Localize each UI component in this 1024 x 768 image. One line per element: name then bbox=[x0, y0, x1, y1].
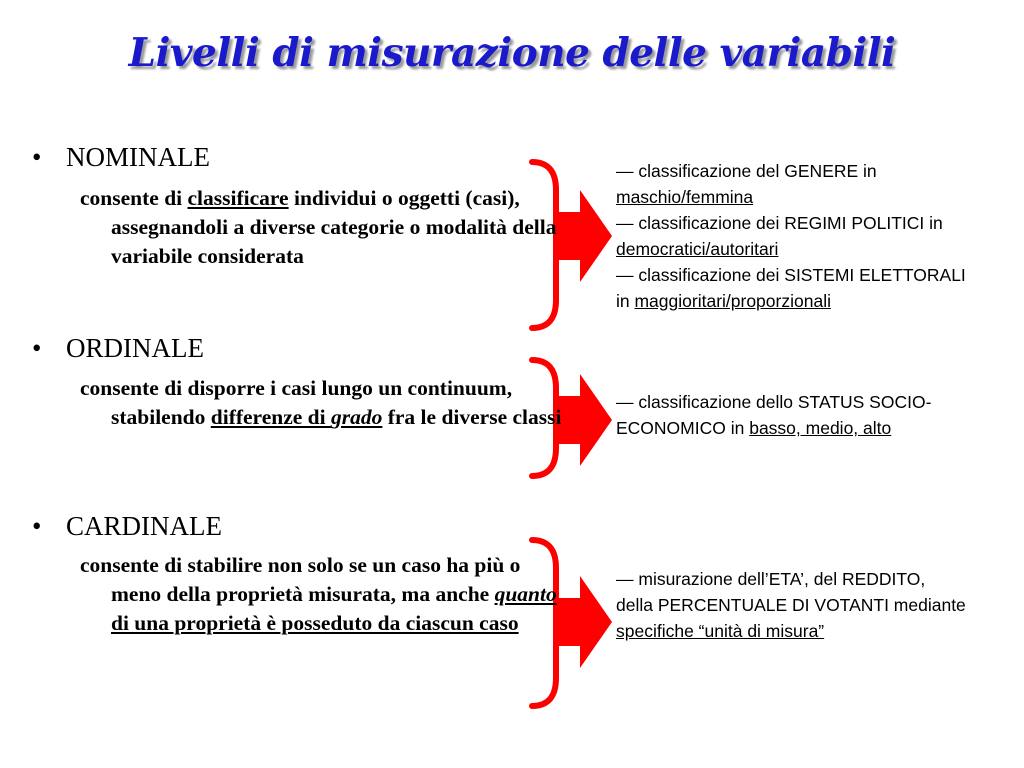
examples-cardinale bbox=[616, 566, 966, 644]
examples-ordinale bbox=[616, 389, 966, 441]
level-nominale-description: consente di classificare individui o oggetti (casi), assegnandoli a diverse categorie o modalità della variabile considerata bbox=[80, 186, 557, 268]
level-name: ORDINALE bbox=[66, 333, 204, 363]
level-cardinale-heading bbox=[32, 511, 222, 542]
level-name: CARDINALE bbox=[66, 511, 222, 541]
example-item: — classificazione dei REGIMI POLITICI in democratici/autoritari bbox=[616, 213, 943, 259]
bullet-icon: • bbox=[32, 142, 42, 172]
example-item: — classificazione dei SISTEMI ELETTORALI in maggioritari/proporzionali bbox=[616, 265, 966, 311]
level-ordinale-heading bbox=[32, 333, 204, 364]
bullet-icon: • bbox=[32, 511, 42, 541]
examples-nominale bbox=[616, 158, 966, 314]
page-title: Livelli di misurazione delle variabili bbox=[128, 30, 896, 76]
level-name: NOMINALE bbox=[66, 142, 210, 172]
level-cardinale-description: consente di stabilire non solo se un caso ha più o meno della proprietà misurata, ma anche quanto di una proprietà è posseduto da ciascun caso bbox=[80, 553, 557, 635]
level-nominale-heading bbox=[32, 142, 210, 173]
bullet-icon: • bbox=[32, 333, 42, 363]
example-item: — classificazione dello STATUS SOCIO-ECONOMICO in basso, medio, alto bbox=[616, 392, 932, 438]
example-item: — misurazione dell’ETA’, del REDDITO, della PERCENTUALE DI VOTANTI mediante specifiche “unità di misura” bbox=[616, 569, 966, 641]
example-item: — classificazione del GENERE in maschio/femmina bbox=[616, 161, 877, 207]
level-ordinale-description: consente di disporre i casi lungo un continuum, stabilendo differenze di grado fra le diverse classi bbox=[80, 376, 562, 429]
